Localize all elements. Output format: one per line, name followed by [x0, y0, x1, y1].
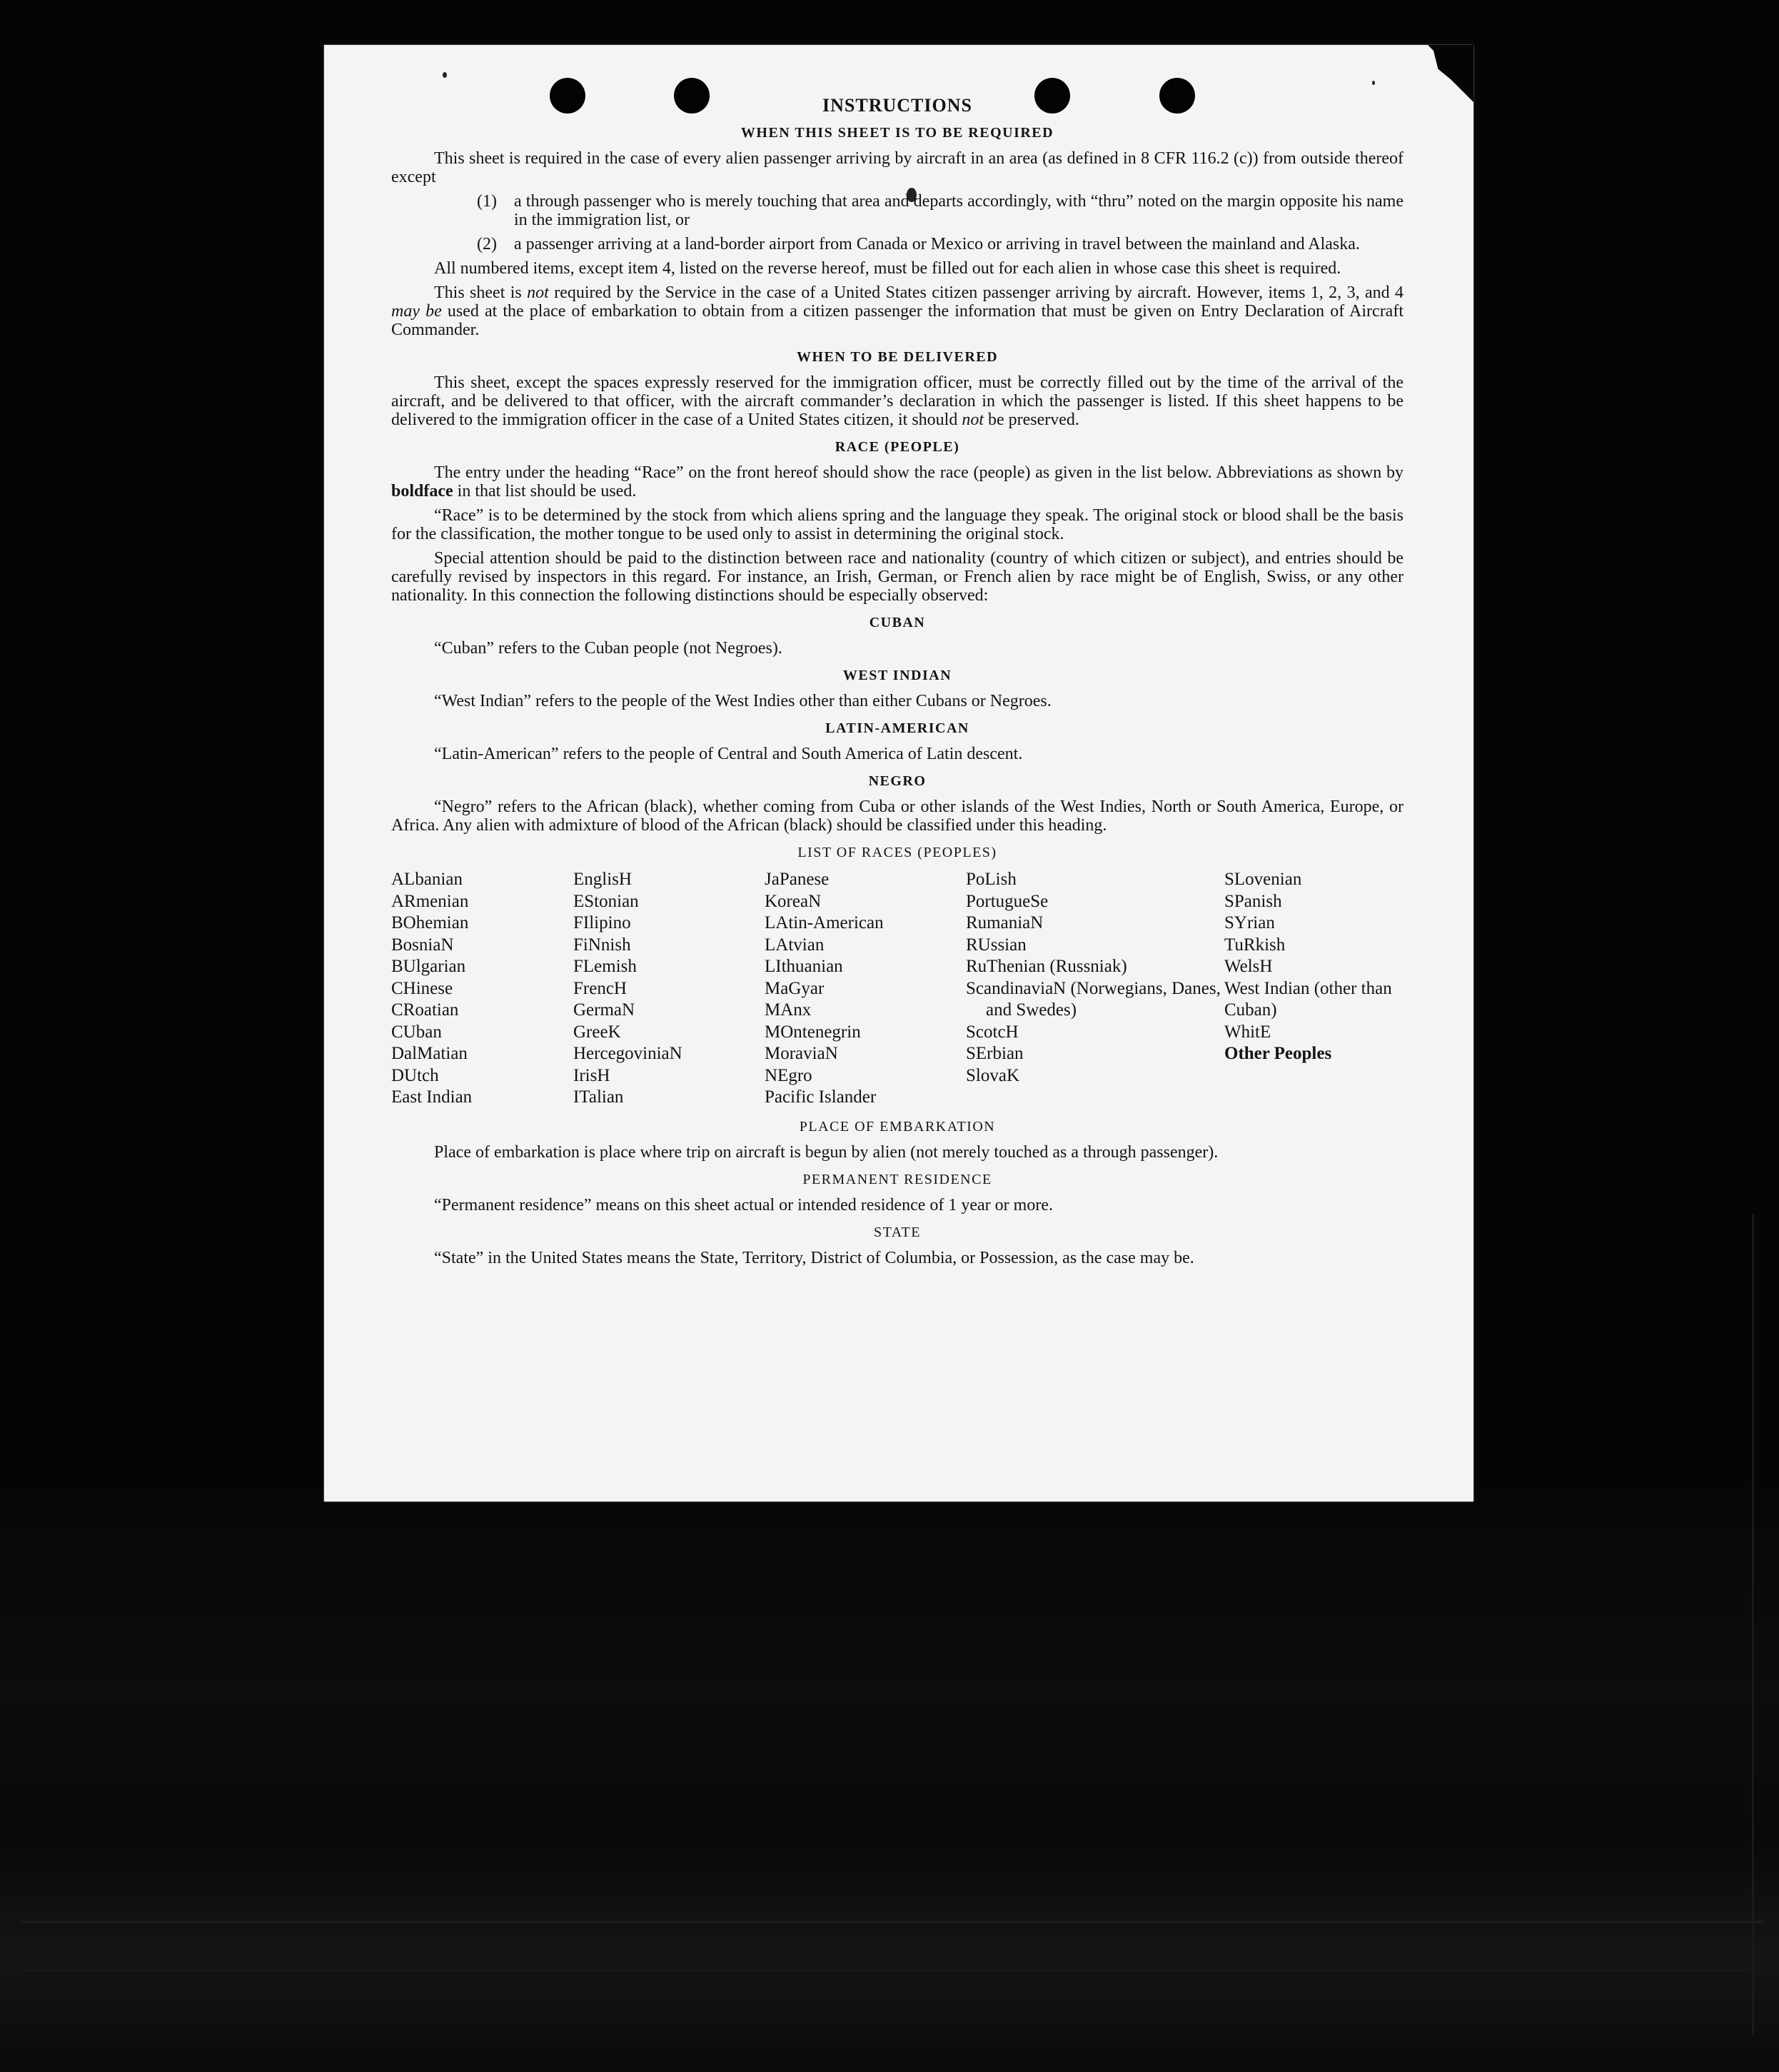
race-entry: LAtvian	[765, 935, 825, 955]
races-column-5	[1224, 869, 1403, 1109]
paragraph-latin-american: “Latin-American” refers to the people of Central and South America of Latin descent.	[434, 745, 1023, 763]
race-entry: East Indian	[391, 1087, 473, 1107]
race-entry: RUssian	[966, 935, 1027, 955]
exception-item-1	[391, 192, 1403, 229]
race-entry: SlovaK	[966, 1065, 1019, 1085]
paragraph-embarkation: Place of embarkation is place where trip on aircraft is begun by alien (not merely touched as a through passenger).	[434, 1142, 1219, 1162]
paragraph-race-2: “Race” is to be determined by the stock from which aliens spring and the language they speak. The original stock or blood shall be the basis for the classification, the mother tongue to be used only to assist in determining the original stock.	[391, 506, 1403, 543]
race-entry: PoLish	[966, 870, 1017, 889]
text-segment: This sheet is	[434, 283, 528, 302]
paragraph-residence: “Permanent residence” means on this sheet actual or intended residence of 1 year or more.	[434, 1195, 1053, 1214]
race-entry: ScotcH	[966, 1022, 1019, 1042]
race-entry: Pacific Islander	[765, 1087, 877, 1107]
paragraph-state: “State” in the United States means the State, Territory, District of Columbia, or Possession, as the case may be.	[434, 1248, 1194, 1267]
race-entry: MAnx	[765, 1000, 812, 1020]
heading-latin-american: LATIN-AMERICAN	[825, 720, 969, 736]
race-entry: BOhemian	[391, 913, 469, 932]
text-italic: may be	[391, 302, 442, 321]
race-entry: RumaniaN	[966, 913, 1044, 932]
race-entry: CRoatian	[391, 1000, 459, 1020]
text-segment: be preserved.	[984, 411, 1079, 429]
torn-corner	[1416, 45, 1473, 102]
paragraph-race-3: Special attention should be paid to the distinction between race and nationality (country of which citizen or subject), and entries should be carefully revised by inspectors in this regard. For instance, an Irish, German, or French alien by race might be of English, Swiss, or any other nationality. In this connection the following distinctions should be especially observed:	[391, 549, 1403, 605]
race-entry: EStonian	[573, 891, 639, 911]
text-segment: used at the place of embarkation to obtain from a citizen passenger the information that must be given on Entry Declaration of Aircraft Commander.	[391, 302, 1403, 339]
race-entry: KoreaN	[765, 891, 822, 911]
race-entry: DUtch	[391, 1065, 439, 1085]
heading-when-required: WHEN THIS SHEET IS TO BE REQUIRED	[740, 125, 1054, 141]
race-entry: TuRkish	[1224, 935, 1286, 955]
race-entry: FrencH	[573, 978, 627, 998]
paragraph-citizen	[391, 283, 1403, 339]
heading-state: STATE	[874, 1224, 921, 1240]
race-entry: SYrian	[1224, 913, 1275, 932]
races-column-3	[765, 869, 966, 1109]
race-entry: LAtin-American	[765, 913, 884, 932]
page-title: INSTRUCTIONS	[822, 95, 972, 116]
heading-west-indian: WEST INDIAN	[842, 668, 952, 683]
race-entry: PortugueSe	[966, 891, 1049, 911]
race-entry: IrisH	[573, 1065, 610, 1085]
paragraph-race-1	[391, 463, 1403, 501]
race-entry: Other Peoples	[1224, 1044, 1332, 1063]
speck	[1372, 81, 1375, 85]
film-scratch	[21, 1971, 1763, 1972]
text-italic: not	[527, 283, 549, 302]
text-segment: The entry under the heading “Race” on the front hereof should show the race (people) as given in the list below. Abbreviations as shown by	[434, 463, 1403, 482]
document-page	[324, 45, 1473, 1502]
race-entry: FiNnish	[573, 935, 631, 955]
heading-residence: PERMANENT RESIDENCE	[802, 1171, 992, 1187]
race-entry: GreeK	[573, 1022, 621, 1042]
instructions-body	[391, 96, 1403, 1273]
race-entry: RuThenian (Russniak)	[966, 957, 1127, 976]
heading-list-of-races: LIST OF RACES (PEOPLES)	[797, 845, 997, 860]
races-column-4	[966, 869, 1224, 1109]
film-scratch	[21, 1921, 1763, 1923]
races-column-2	[573, 869, 765, 1109]
paragraph-west-indian: “West Indian” refers to the people of the West Indies other than either Cubans or Negroes.	[434, 692, 1052, 710]
race-entry: JaPanese	[765, 870, 830, 889]
race-entry: FIlipino	[573, 913, 631, 932]
list-of-races	[391, 869, 1403, 1109]
heading-race: RACE (PEOPLE)	[835, 439, 960, 455]
heading-embarkation: PLACE OF EMBARKATION	[799, 1118, 996, 1135]
race-entry: MoraviaN	[765, 1044, 838, 1063]
race-entry: SLovenian	[1224, 870, 1302, 889]
races-column-1	[391, 869, 573, 1109]
film-scratch	[1752, 1214, 1754, 2035]
race-entry: NEgro	[765, 1065, 812, 1085]
paragraph-required: This sheet is required in the case of every alien passenger arriving by aircraft in an area (as defined in 8 CFR 116.2 (c)) from outside thereof except	[391, 149, 1403, 186]
race-entry: BUlgarian	[391, 957, 466, 976]
race-entry: SErbian	[966, 1044, 1024, 1063]
item-number: (1)	[477, 192, 497, 211]
race-entry: ALbanian	[391, 870, 463, 889]
paragraph-negro: “Negro” refers to the African (black), whether coming from Cuba or other islands of the West Indies, North or South America, Europe, or Africa. Any alien with admixture of blood of the African (black) should be classified under this heading.	[391, 798, 1403, 835]
race-entry: SPanish	[1224, 891, 1282, 911]
race-entry: ITalian	[573, 1087, 624, 1107]
race-entry: HercegoviniaN	[573, 1044, 682, 1063]
item-text: a passenger arriving at a land-border airport from Canada or Mexico or arriving in travel between the mainland and Alaska.	[514, 235, 1360, 253]
race-entry: WhitE	[1224, 1022, 1271, 1042]
race-entry: MaGyar	[765, 978, 825, 998]
text-segment: This sheet, except the spaces expressly reserved for the immigration officer, must be correctly filled out by the time of the arrival of the aircraft, and be delivered to that officer, with the aircraft commander’s declaration in which the passenger is listed. If this sheet happens to be delivered to the immigration officer in the case of a United States citizen, it should	[391, 373, 1403, 429]
heading-when-delivered: WHEN TO BE DELIVERED	[796, 349, 999, 365]
film-background	[0, 1485, 1779, 2072]
race-entry: LIthuanian	[765, 957, 843, 976]
exception-item-2	[391, 235, 1403, 253]
race-entry: GermaN	[573, 1000, 635, 1020]
paragraph-delivered	[391, 373, 1403, 429]
paragraph-numbered-items: All numbered items, except item 4, listed on the reverse hereof, must be filled out for each alien in whose case this sheet is required.	[434, 259, 1341, 278]
heading-cuban: CUBAN	[869, 615, 926, 630]
race-entry: CHinese	[391, 978, 453, 998]
text-bold: boldface	[391, 482, 453, 501]
race-entry: CUban	[391, 1022, 442, 1042]
race-entry: FLemish	[573, 957, 637, 976]
text-segment: required by the Service in the case of a United States citizen passenger arriving by aircraft. However, items 1, 2, 3, and 4	[548, 283, 1403, 302]
race-entry: ARmenian	[391, 891, 469, 911]
race-entry: MOntenegrin	[765, 1022, 861, 1042]
speck	[443, 72, 447, 78]
item-text: a through passenger who is merely touching that area and departs accordingly, with “thru” noted on the margin opposite his name in the immigration list, or	[514, 192, 1403, 229]
race-entry: BosniaN	[391, 935, 454, 955]
paragraph-cuban: “Cuban” refers to the Cuban people (not Negroes).	[434, 639, 782, 658]
race-entry: ScandinaviaN (Norwegians, Danes, and Swedes)	[966, 978, 1221, 1020]
heading-negro: NEGRO	[868, 773, 927, 789]
race-entry: West Indian (other than Cuban)	[1224, 978, 1392, 1020]
text-segment: in that list should be used.	[453, 482, 637, 501]
text-italic: not	[962, 411, 984, 429]
race-entry: WelsH	[1224, 957, 1273, 976]
race-entry: DalMatian	[391, 1044, 468, 1063]
race-entry: EnglisH	[573, 870, 632, 889]
item-number: (2)	[477, 235, 497, 253]
